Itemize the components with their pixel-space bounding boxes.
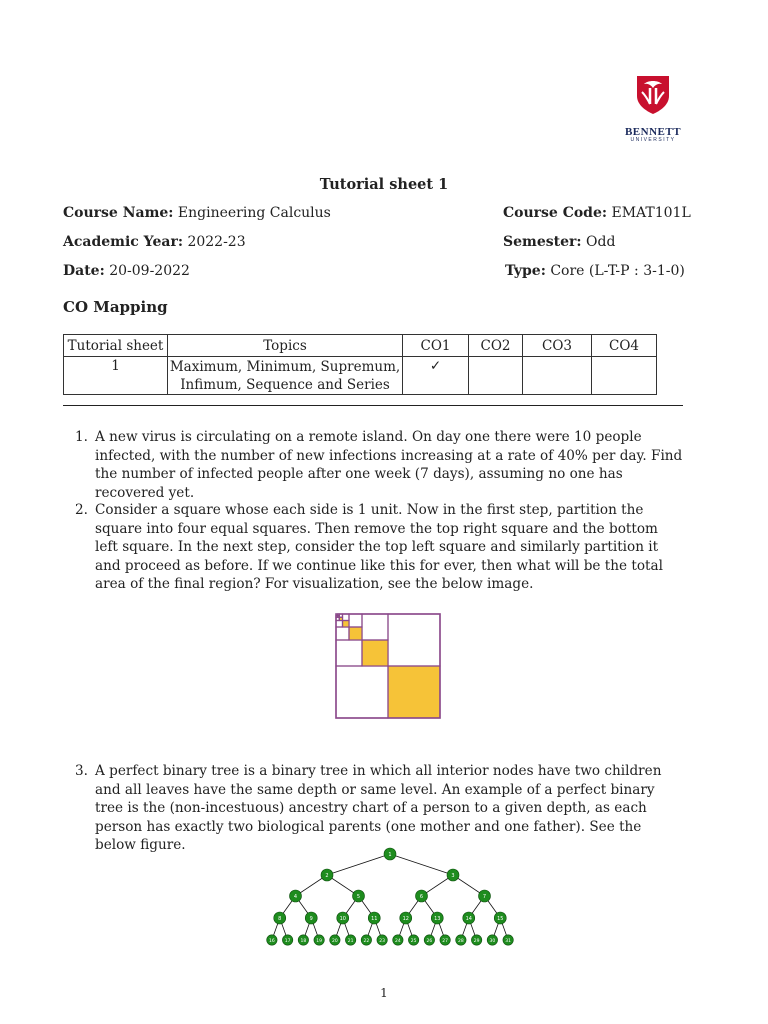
semester-value: Odd — [586, 234, 616, 250]
tree-node-label: 28 — [458, 939, 464, 944]
filled-square — [362, 640, 388, 666]
logo-name: BENNETT — [624, 126, 682, 138]
header-co2: CO2 — [469, 335, 523, 357]
date-value: 20-09-2022 — [109, 263, 190, 279]
tree-edge — [327, 854, 390, 875]
filled-square — [349, 627, 362, 640]
question-text: A perfect binary tree is a binary tree in which all interior nodes have two children and all leaves have the same depth or same level. An example of a perfect binary tree is the (non-incestuous) ancestry chart of a person to a given depth, as each person has exactly two biological parents (one mother and one father). See the below figure. — [95, 763, 662, 853]
removed-square — [349, 614, 362, 627]
cell-topics — [168, 357, 403, 395]
course-name — [63, 205, 331, 221]
tree-node-label: 2 — [325, 873, 329, 879]
question-2 — [75, 501, 685, 594]
tree-node-label: 12 — [402, 916, 409, 922]
academic-year-value: 2022-23 — [187, 234, 246, 250]
tree-node-label: 27 — [442, 939, 448, 944]
tree-node-label: 10 — [339, 916, 346, 922]
tree-node-label: 11 — [371, 916, 378, 922]
type-value: Core (L-T-P : 3-1-0) — [550, 263, 685, 279]
cell-co2 — [469, 357, 523, 395]
question-text: A new virus is circulating on a remote island. On day one there were 10 people infected, with the number of new infections increasing at a rate of 40% per day. Find the number of infected people after one week (7 days), assuming no one has recovered yet. — [95, 429, 683, 501]
tree-node-label: 1 — [388, 852, 392, 858]
tree-node-label: 31 — [505, 939, 511, 944]
tree-node-label: 24 — [395, 939, 401, 944]
topic-line-1: Maximum, Minimum, Supremum, — [169, 358, 401, 375]
header-co4: CO4 — [592, 335, 657, 357]
academic-year — [63, 234, 246, 250]
question-text: Consider a square whose each side is 1 unit. Now in the first step, partition the square into four equal squares. Then remove the top right square and the bottom left square. In the next step, consider the top left square and similarly partition it and proceed as before. If we continue like this for ever, then what will be the total area of the final region? For visualization, see the below image. — [95, 502, 663, 592]
date — [63, 263, 190, 279]
cell-co4 — [592, 357, 657, 395]
filled-square — [343, 621, 350, 628]
course-code-value: EMAT101L — [611, 205, 691, 221]
tree-node-label: 14 — [465, 916, 472, 922]
table-row — [64, 357, 657, 395]
removed-square — [336, 666, 388, 718]
header-co3: CO3 — [523, 335, 592, 357]
semester — [503, 234, 615, 250]
tree-node-label: 3 — [451, 873, 455, 879]
tree-node-label: 5 — [356, 894, 361, 900]
tree-node-label: 13 — [434, 916, 441, 922]
question-number: 2. — [75, 502, 88, 518]
filled-square — [388, 666, 440, 718]
removed-square — [388, 614, 440, 666]
date-label: Date: — [63, 263, 105, 279]
fractal-square-figure — [335, 613, 441, 723]
academic-year-label: Academic Year: — [63, 234, 183, 250]
tree-node-label: 23 — [379, 939, 385, 944]
table-header-row — [64, 335, 657, 357]
cell-co3 — [523, 357, 592, 395]
tree-node-label: 4 — [293, 894, 298, 900]
co-mapping-heading: CO Mapping — [63, 298, 168, 316]
course-name-value: Engineering Calculus — [177, 205, 331, 221]
cell-co1: ✓ — [403, 357, 469, 395]
tree-node-label: 30 — [489, 939, 496, 944]
tree-node-label: 17 — [284, 939, 291, 944]
header-topics: Topics — [168, 335, 403, 357]
course-name-label: Course Name: — [63, 205, 174, 221]
course-code-label: Course Code: — [503, 205, 608, 221]
page-title: Tutorial sheet 1 — [319, 176, 449, 193]
page-number: 1 — [380, 986, 388, 1000]
tree-node-label: 25 — [410, 939, 417, 944]
tree-node-label: 18 — [300, 939, 307, 944]
removed-square — [362, 614, 388, 640]
topic-line-2: Infimum, Sequence and Series — [180, 376, 390, 393]
removed-square — [336, 640, 362, 666]
semester-label: Semester: — [503, 234, 582, 250]
removed-square — [343, 614, 350, 621]
header-tutorial-sheet: Tutorial sheet — [64, 335, 168, 357]
course-code — [503, 205, 691, 221]
removed-square — [336, 621, 343, 628]
course-type — [505, 263, 685, 279]
university-logo — [620, 74, 686, 144]
tree-node-label: 9 — [309, 916, 313, 922]
header-co1: CO1 — [403, 335, 469, 357]
horizontal-divider — [63, 405, 683, 406]
question-number: 1. — [75, 429, 88, 445]
cell-sheet: 1 — [64, 357, 168, 395]
question-1 — [75, 428, 685, 502]
tree-node-label: 8 — [278, 916, 282, 922]
tree-node-label: 15 — [497, 916, 504, 922]
tree-node-label: 26 — [426, 939, 433, 944]
tree-node-label: 19 — [316, 939, 322, 944]
tree-node-label: 22 — [363, 939, 370, 944]
removed-square — [336, 627, 349, 640]
tree-node-label: 20 — [332, 939, 338, 944]
tree-node-label: 21 — [347, 939, 354, 944]
question-number: 3. — [75, 763, 88, 779]
shield-icon — [620, 74, 686, 114]
tree-edge — [390, 854, 453, 875]
co-mapping-table — [63, 334, 657, 395]
tree-node-label: 16 — [269, 939, 275, 944]
tree-node-label: 6 — [419, 894, 424, 900]
tree-node-label: 29 — [473, 939, 480, 944]
type-label: Type: — [505, 263, 546, 279]
binary-tree-figure — [250, 842, 530, 952]
tree-node-label: 7 — [482, 894, 487, 900]
logo-subtitle: UNIVERSITY — [630, 137, 676, 143]
question-3 — [75, 762, 685, 855]
